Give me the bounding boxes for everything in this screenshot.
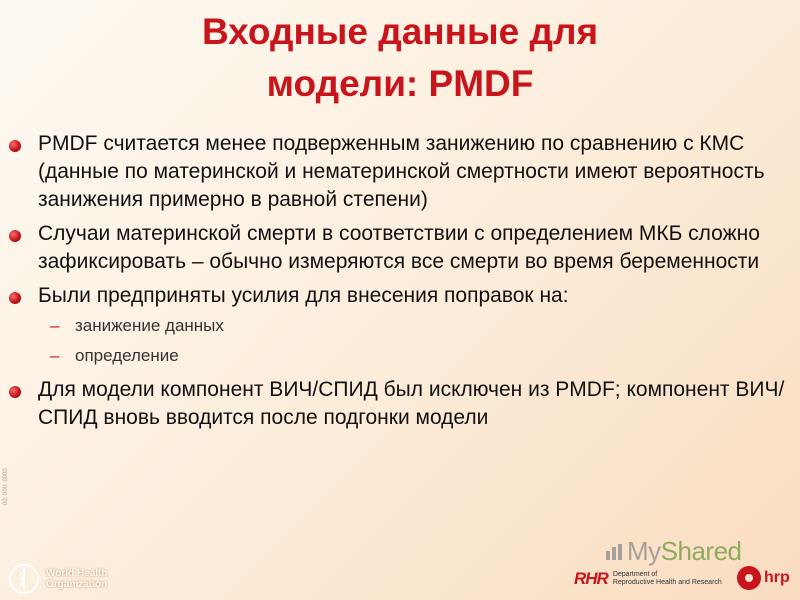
subbullet-item	[0, 311, 800, 341]
side-date-tag: 00. 000. 0000	[3, 468, 9, 505]
who-logo	[8, 563, 107, 595]
slide-title	[0, 6, 800, 110]
bullet-dot-icon	[9, 140, 21, 152]
who-name-line-1: World Health	[46, 568, 108, 579]
myshared-watermark	[605, 536, 742, 567]
subbullet-text: определение	[75, 346, 179, 365]
bullet-text: Случаи материнской смерти в соответствии с определением МКБ сложно зафиксировать – обычно измеряются все смерти во время беременности	[38, 222, 760, 273]
rhr-logo	[574, 569, 722, 589]
slide-content	[0, 130, 800, 432]
bullet-item	[0, 130, 800, 214]
bullet-item	[0, 220, 800, 276]
chart-bars-icon	[605, 543, 623, 561]
hrp-label: hrp	[764, 569, 790, 586]
watermark-shared: Shared	[660, 536, 742, 566]
bullet-item	[0, 282, 800, 310]
bullet-dot-icon	[9, 386, 21, 398]
bullet-dot-icon	[9, 292, 21, 304]
dash-icon: –	[50, 346, 60, 365]
title-line-2: модели: PMDF	[266, 63, 534, 104]
dash-icon: –	[50, 316, 60, 335]
who-emblem-icon	[8, 563, 40, 595]
bullet-item	[0, 376, 800, 432]
watermark-my: My	[627, 536, 661, 566]
rhr-mark: RHR	[574, 569, 608, 588]
hrp-logo	[737, 566, 790, 590]
subbullet-item	[0, 341, 800, 371]
bullet-dot-icon	[9, 230, 21, 242]
title-line-1: Входные данные для	[201, 11, 599, 52]
bullet-text: Были предприняты усилия для внесения поправок на:	[38, 284, 569, 307]
who-name-line-2: Organization	[46, 579, 108, 590]
rhr-line-2: Reproductive Health and Research	[612, 579, 722, 586]
rhr-line-1: Department of	[612, 571, 658, 578]
bullet-text: Для модели компонент ВИЧ/СПИД был исключен из PMDF; компонент ВИЧ/СПИД вновь вводится после подгонки модели	[38, 378, 785, 429]
bullet-text: PMDF считается менее подверженным занижению по сравнению с КМС (данные по материнской и нематеринской смертности имеют вероятность занижения примерно в равной степени)	[38, 132, 765, 211]
subbullet-text: занижение данных	[75, 316, 224, 335]
hrp-emblem-icon	[737, 566, 761, 590]
